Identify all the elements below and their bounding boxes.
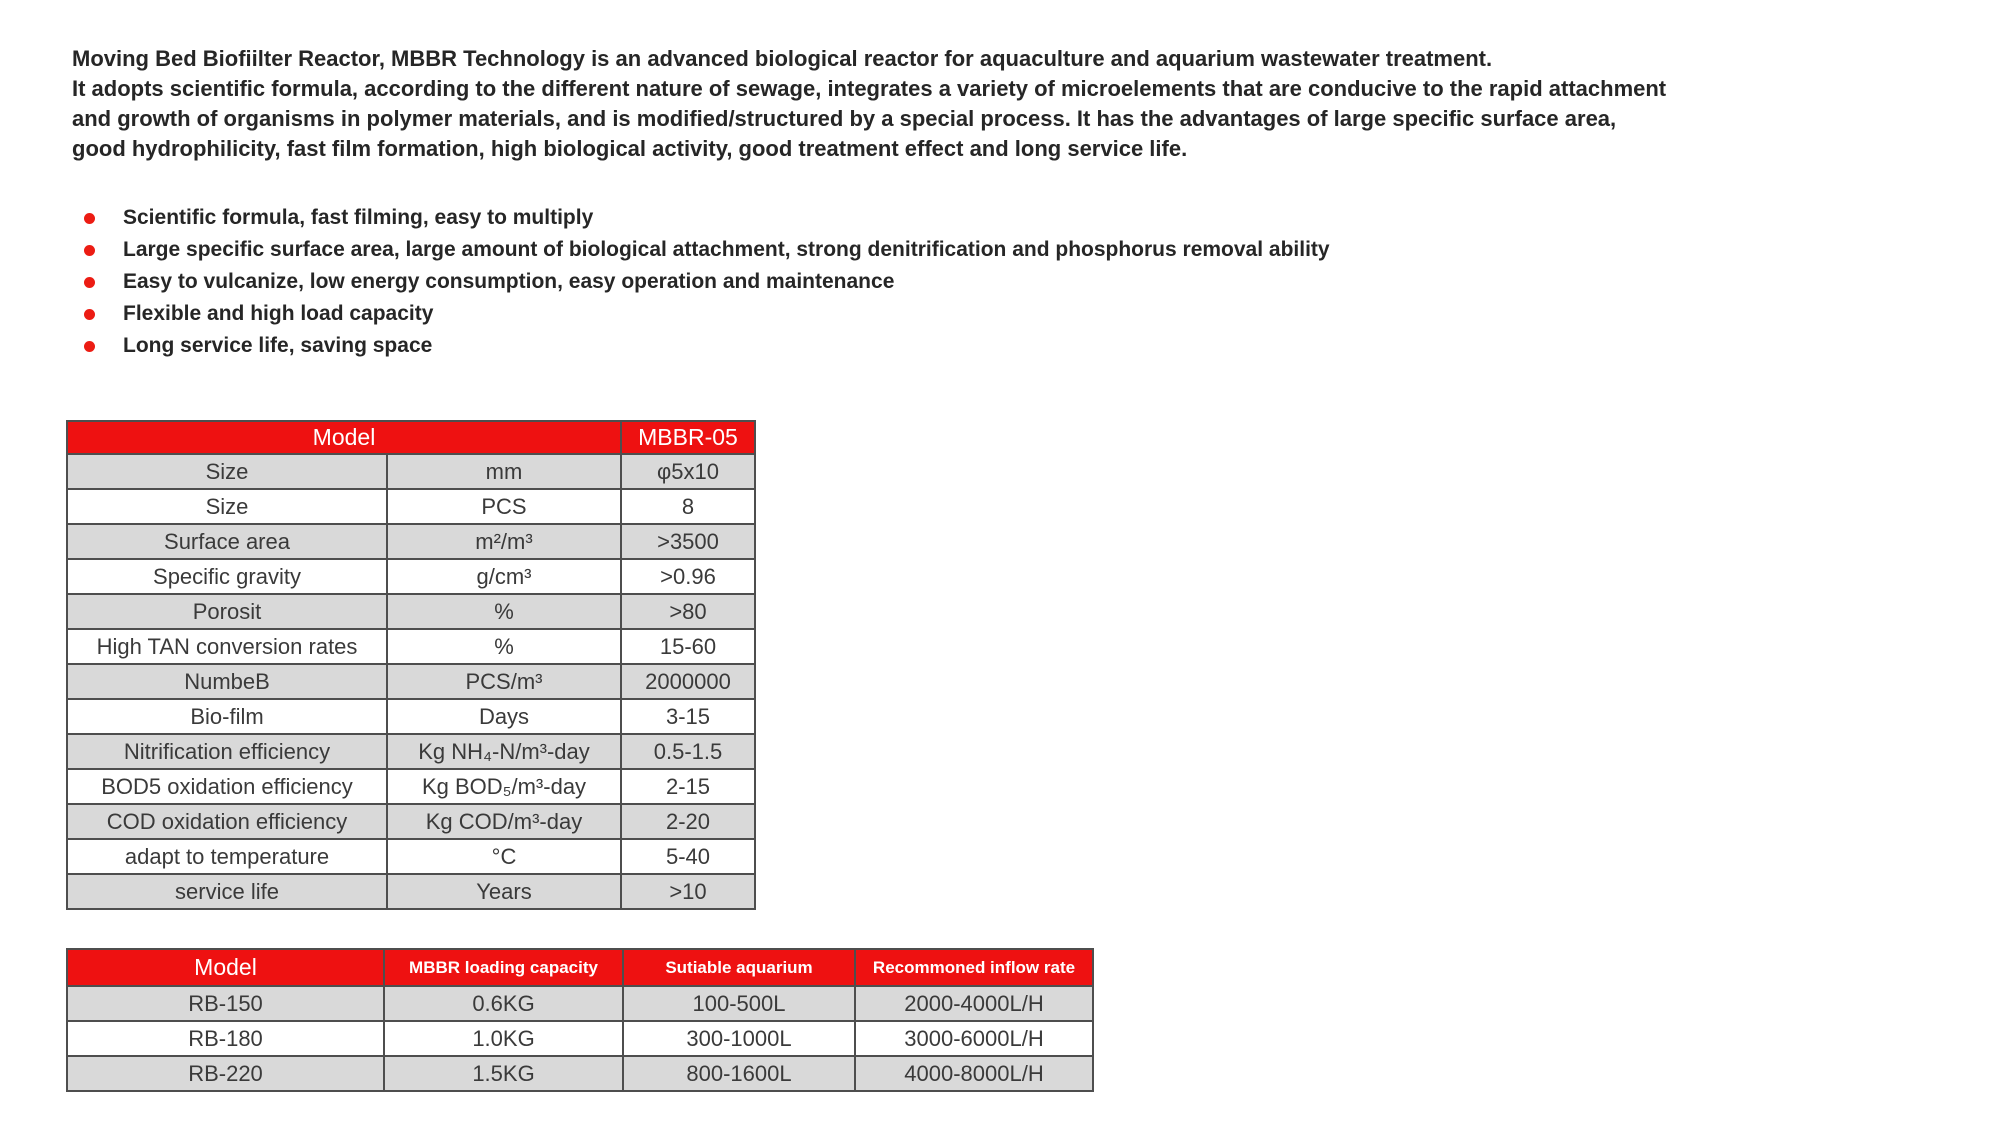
spec-value-cell: >10 <box>621 874 755 909</box>
spec-row <box>67 524 755 559</box>
spec-row <box>67 594 755 629</box>
feature-item <box>84 202 1330 234</box>
spec-param-cell: Surface area <box>67 524 387 559</box>
spec-unit-cell: Kg BOD₅/m³-day <box>387 769 621 804</box>
model-header-loading: MBBR loading capacity <box>384 949 623 986</box>
spec-param-cell: Specific gravity <box>67 559 387 594</box>
feature-list <box>84 202 1330 362</box>
spec-value-cell: 2-20 <box>621 804 755 839</box>
spec-param-cell: Bio-film <box>67 699 387 734</box>
spec-value-cell: 15-60 <box>621 629 755 664</box>
spec-header-model: Model <box>67 421 621 454</box>
feature-text: Flexible and high load capacity <box>123 302 434 325</box>
spec-value-cell: 3-15 <box>621 699 755 734</box>
suitable-aquarium-cell: 100-500L <box>623 986 855 1021</box>
spec-param-cell: COD oxidation efficiency <box>67 804 387 839</box>
suitable-aquarium-cell: 300-1000L <box>623 1021 855 1056</box>
spec-unit-cell: g/cm³ <box>387 559 621 594</box>
bullet-icon <box>84 245 95 256</box>
intro-paragraph <box>72 44 1666 164</box>
feature-text: Long service life, saving space <box>123 334 433 357</box>
feature-item <box>84 266 1330 298</box>
intro-line: and growth of organisms in polymer materials, and is modified/structured by a special process. It has the advantages of large specific surface area, <box>72 106 1617 131</box>
spec-value-cell: 2-15 <box>621 769 755 804</box>
spec-param-cell: High TAN conversion rates <box>67 629 387 664</box>
spec-value-cell: 5-40 <box>621 839 755 874</box>
model-header-aquarium: Sutiable aquarium <box>623 949 855 986</box>
bullet-icon <box>84 309 95 320</box>
spec-param-cell: Size <box>67 454 387 489</box>
model-table <box>66 948 1094 1092</box>
spec-unit-cell: m²/m³ <box>387 524 621 559</box>
model-row <box>67 1021 1093 1056</box>
spec-row <box>67 804 755 839</box>
inflow-rate-cell: 2000-4000L/H <box>855 986 1093 1021</box>
model-name-cell: RB-220 <box>67 1056 384 1091</box>
spec-unit-cell: PCS/m³ <box>387 664 621 699</box>
feature-item <box>84 330 1330 362</box>
spec-value-cell: >3500 <box>621 524 755 559</box>
spec-unit-cell: °C <box>387 839 621 874</box>
spec-param-cell: NumbeB <box>67 664 387 699</box>
intro-line: good hydrophilicity, fast film formation, high biological activity, good treatment effect and long service life. <box>72 136 1188 161</box>
bullet-icon <box>84 341 95 352</box>
spec-unit-cell: Days <box>387 699 621 734</box>
spec-unit-cell: Kg COD/m³-day <box>387 804 621 839</box>
spec-unit-cell: Kg NH₄-N/m³-day <box>387 734 621 769</box>
spec-value-cell: >0.96 <box>621 559 755 594</box>
feature-text: Easy to vulcanize, low energy consumption, easy operation and maintenance <box>123 270 895 293</box>
model-name-cell: RB-150 <box>67 986 384 1021</box>
feature-text: Large specific surface area, large amount of biological attachment, strong denitrification and phosphorus removal ability <box>123 238 1330 261</box>
spec-header-row <box>67 421 755 454</box>
feature-item <box>84 234 1330 266</box>
spec-param-cell: Porosit <box>67 594 387 629</box>
spec-unit-cell: % <box>387 629 621 664</box>
spec-value-cell: φ5x10 <box>621 454 755 489</box>
spec-row <box>67 664 755 699</box>
spec-value-cell: 0.5-1.5 <box>621 734 755 769</box>
model-row <box>67 986 1093 1021</box>
model-name-cell: RB-180 <box>67 1021 384 1056</box>
model-header-model: Model <box>67 949 384 986</box>
spec-value-cell: 2000000 <box>621 664 755 699</box>
inflow-rate-cell: 4000-8000L/H <box>855 1056 1093 1091</box>
spec-param-cell: Nitrification efficiency <box>67 734 387 769</box>
model-row <box>67 1056 1093 1091</box>
bullet-icon <box>84 277 95 288</box>
loading-capacity-cell: 1.5KG <box>384 1056 623 1091</box>
spec-row <box>67 629 755 664</box>
model-header-row <box>67 949 1093 986</box>
spec-value-cell: 8 <box>621 489 755 524</box>
spec-unit-cell: PCS <box>387 489 621 524</box>
loading-capacity-cell: 0.6KG <box>384 986 623 1021</box>
loading-capacity-cell: 1.0KG <box>384 1021 623 1056</box>
spec-row <box>67 699 755 734</box>
spec-unit-cell: Years <box>387 874 621 909</box>
spec-row <box>67 559 755 594</box>
intro-line: It adopts scientific formula, according to the different nature of sewage, integrates a variety of microelements that are conducive to the rapid attachment <box>72 76 1667 101</box>
spec-row <box>67 734 755 769</box>
spec-param-cell: service life <box>67 874 387 909</box>
suitable-aquarium-cell: 800-1600L <box>623 1056 855 1091</box>
spec-row <box>67 489 755 524</box>
model-header-inflow: Recommoned inflow rate <box>855 949 1093 986</box>
spec-table <box>66 420 756 910</box>
spec-unit-cell: % <box>387 594 621 629</box>
spec-header-model-value: MBBR-05 <box>621 421 755 454</box>
spec-row <box>67 874 755 909</box>
bullet-icon <box>84 213 95 224</box>
feature-item <box>84 298 1330 330</box>
spec-value-cell: >80 <box>621 594 755 629</box>
spec-param-cell: Size <box>67 489 387 524</box>
inflow-rate-cell: 3000-6000L/H <box>855 1021 1093 1056</box>
feature-text: Scientific formula, fast filming, easy to multiply <box>123 206 594 229</box>
spec-param-cell: adapt to temperature <box>67 839 387 874</box>
spec-row <box>67 454 755 489</box>
spec-row <box>67 839 755 874</box>
spec-unit-cell: mm <box>387 454 621 489</box>
spec-row <box>67 769 755 804</box>
spec-param-cell: BOD5 oxidation efficiency <box>67 769 387 804</box>
intro-line: Moving Bed Biofiilter Reactor, MBBR Technology is an advanced biological reactor for aquaculture and aquarium wastewater treatment. <box>72 46 1493 71</box>
